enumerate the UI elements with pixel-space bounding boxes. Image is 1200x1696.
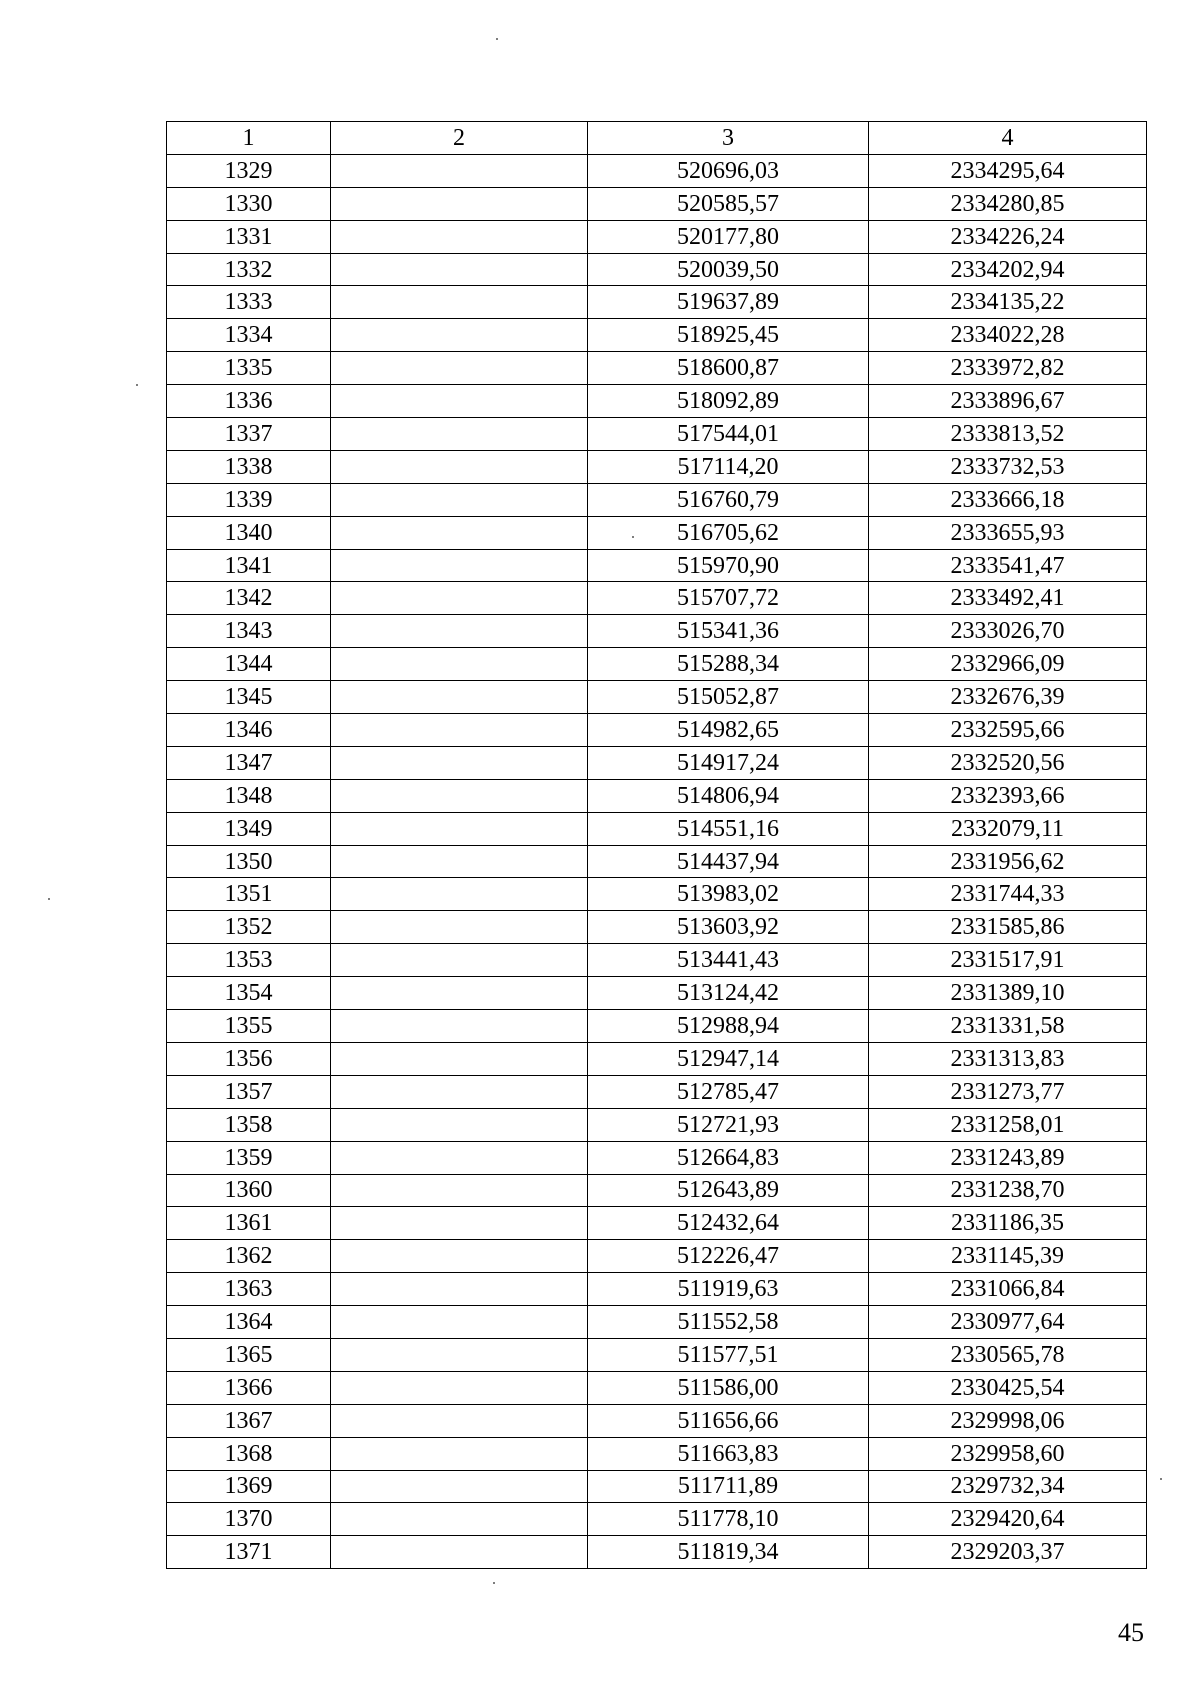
- x-coordinate-cell: 513983,02: [588, 878, 869, 911]
- point-number-cell: 1347: [167, 746, 331, 779]
- y-coordinate-cell: 2331066,84: [869, 1273, 1147, 1306]
- point-number-cell: 1341: [167, 549, 331, 582]
- table-row: [167, 220, 1147, 253]
- empty-cell: [331, 1141, 588, 1174]
- x-coordinate-cell: 511819,34: [588, 1536, 869, 1569]
- y-coordinate-cell: 2331258,01: [869, 1108, 1147, 1141]
- empty-cell: [331, 187, 588, 220]
- y-coordinate-cell: 2331585,86: [869, 911, 1147, 944]
- point-number-cell: 1337: [167, 418, 331, 451]
- x-coordinate-cell: 515707,72: [588, 582, 869, 615]
- y-coordinate-cell: 2333813,52: [869, 418, 1147, 451]
- y-coordinate-cell: 2334135,22: [869, 286, 1147, 319]
- empty-cell: [331, 1437, 588, 1470]
- point-number-cell: 1361: [167, 1207, 331, 1240]
- x-coordinate-cell: 511711,89: [588, 1470, 869, 1503]
- x-coordinate-cell: 520696,03: [588, 154, 869, 187]
- y-coordinate-cell: 2331517,91: [869, 944, 1147, 977]
- scan-speck: [493, 1582, 495, 1584]
- y-coordinate-cell: 2334280,85: [869, 187, 1147, 220]
- table-row: [167, 1042, 1147, 1075]
- scan-speck: [136, 384, 138, 386]
- x-coordinate-cell: 515341,36: [588, 615, 869, 648]
- table-row: [167, 878, 1147, 911]
- page-number: 45: [1118, 1618, 1144, 1647]
- x-coordinate-cell: 517544,01: [588, 418, 869, 451]
- x-coordinate-cell: 512988,94: [588, 1010, 869, 1043]
- point-number-cell: 1332: [167, 253, 331, 286]
- y-coordinate-cell: 2334022,28: [869, 319, 1147, 352]
- table-row: [167, 319, 1147, 352]
- point-number-cell: 1338: [167, 450, 331, 483]
- point-number-cell: 1342: [167, 582, 331, 615]
- table-row: [167, 1108, 1147, 1141]
- point-number-cell: 1356: [167, 1042, 331, 1075]
- point-number-cell: 1363: [167, 1273, 331, 1306]
- empty-cell: [331, 1010, 588, 1043]
- y-coordinate-cell: 2329958,60: [869, 1437, 1147, 1470]
- x-coordinate-cell: 511586,00: [588, 1371, 869, 1404]
- point-number-cell: 1330: [167, 187, 331, 220]
- y-coordinate-cell: 2332676,39: [869, 681, 1147, 714]
- table-row: [167, 516, 1147, 549]
- table-row: [167, 1437, 1147, 1470]
- column-header: 2: [331, 122, 588, 155]
- empty-cell: [331, 714, 588, 747]
- y-coordinate-cell: 2333896,67: [869, 385, 1147, 418]
- x-coordinate-cell: 514437,94: [588, 845, 869, 878]
- y-coordinate-cell: 2333026,70: [869, 615, 1147, 648]
- empty-cell: [331, 1536, 588, 1569]
- y-coordinate-cell: 2329998,06: [869, 1404, 1147, 1437]
- point-number-cell: 1352: [167, 911, 331, 944]
- table-row: [167, 1010, 1147, 1043]
- empty-cell: [331, 1273, 588, 1306]
- y-coordinate-cell: 2331273,77: [869, 1075, 1147, 1108]
- y-coordinate-cell: 2334295,64: [869, 154, 1147, 187]
- y-coordinate-cell: 2333732,53: [869, 450, 1147, 483]
- y-coordinate-cell: 2331145,39: [869, 1240, 1147, 1273]
- point-number-cell: 1331: [167, 220, 331, 253]
- point-number-cell: 1360: [167, 1174, 331, 1207]
- y-coordinate-cell: 2331744,33: [869, 878, 1147, 911]
- point-number-cell: 1343: [167, 615, 331, 648]
- table-row: [167, 450, 1147, 483]
- point-number-cell: 1349: [167, 812, 331, 845]
- table-row: [167, 1503, 1147, 1536]
- empty-cell: [331, 648, 588, 681]
- point-number-cell: 1340: [167, 516, 331, 549]
- x-coordinate-cell: 515970,90: [588, 549, 869, 582]
- x-coordinate-cell: 512432,64: [588, 1207, 869, 1240]
- empty-cell: [331, 944, 588, 977]
- y-coordinate-cell: 2331243,89: [869, 1141, 1147, 1174]
- empty-cell: [331, 549, 588, 582]
- point-number-cell: 1339: [167, 483, 331, 516]
- x-coordinate-cell: 511663,83: [588, 1437, 869, 1470]
- y-coordinate-cell: 2332393,66: [869, 779, 1147, 812]
- x-coordinate-cell: 512226,47: [588, 1240, 869, 1273]
- table-row: [167, 418, 1147, 451]
- point-number-cell: 1359: [167, 1141, 331, 1174]
- x-coordinate-cell: 514551,16: [588, 812, 869, 845]
- x-coordinate-cell: 513441,43: [588, 944, 869, 977]
- point-number-cell: 1344: [167, 648, 331, 681]
- y-coordinate-cell: 2332520,56: [869, 746, 1147, 779]
- empty-cell: [331, 385, 588, 418]
- empty-cell: [331, 1042, 588, 1075]
- table-row: [167, 549, 1147, 582]
- empty-cell: [331, 878, 588, 911]
- empty-cell: [331, 911, 588, 944]
- x-coordinate-cell: 512721,93: [588, 1108, 869, 1141]
- y-coordinate-cell: 2333666,18: [869, 483, 1147, 516]
- empty-cell: [331, 253, 588, 286]
- x-coordinate-cell: 519637,89: [588, 286, 869, 319]
- point-number-cell: 1329: [167, 154, 331, 187]
- empty-cell: [331, 516, 588, 549]
- x-coordinate-cell: 516760,79: [588, 483, 869, 516]
- empty-cell: [331, 582, 588, 615]
- empty-cell: [331, 1503, 588, 1536]
- point-number-cell: 1358: [167, 1108, 331, 1141]
- x-coordinate-cell: 517114,20: [588, 450, 869, 483]
- point-number-cell: 1333: [167, 286, 331, 319]
- point-number-cell: 1348: [167, 779, 331, 812]
- table-row: [167, 483, 1147, 516]
- y-coordinate-cell: 2332966,09: [869, 648, 1147, 681]
- y-coordinate-cell: 2329203,37: [869, 1536, 1147, 1569]
- table-row: [167, 1371, 1147, 1404]
- x-coordinate-cell: 511919,63: [588, 1273, 869, 1306]
- y-coordinate-cell: 2330565,78: [869, 1338, 1147, 1371]
- column-header: 1: [167, 122, 331, 155]
- empty-cell: [331, 352, 588, 385]
- point-number-cell: 1336: [167, 385, 331, 418]
- y-coordinate-cell: 2331186,35: [869, 1207, 1147, 1240]
- table-row: [167, 845, 1147, 878]
- table-row: [167, 779, 1147, 812]
- y-coordinate-cell: 2334226,24: [869, 220, 1147, 253]
- table-row: [167, 615, 1147, 648]
- scan-speck: [496, 38, 498, 40]
- y-coordinate-cell: 2331956,62: [869, 845, 1147, 878]
- coordinates-table: [166, 121, 1147, 1569]
- x-coordinate-cell: 518600,87: [588, 352, 869, 385]
- empty-cell: [331, 977, 588, 1010]
- x-coordinate-cell: 511552,58: [588, 1306, 869, 1339]
- y-coordinate-cell: 2329732,34: [869, 1470, 1147, 1503]
- empty-cell: [331, 1207, 588, 1240]
- empty-cell: [331, 615, 588, 648]
- point-number-cell: 1366: [167, 1371, 331, 1404]
- table-row: [167, 681, 1147, 714]
- empty-cell: [331, 220, 588, 253]
- empty-cell: [331, 319, 588, 352]
- point-number-cell: 1369: [167, 1470, 331, 1503]
- table-row: [167, 1536, 1147, 1569]
- x-coordinate-cell: 512664,83: [588, 1141, 869, 1174]
- table-row: [167, 944, 1147, 977]
- empty-cell: [331, 1306, 588, 1339]
- point-number-cell: 1350: [167, 845, 331, 878]
- empty-cell: [331, 450, 588, 483]
- table-row: [167, 1306, 1147, 1339]
- empty-cell: [331, 1338, 588, 1371]
- y-coordinate-cell: 2330977,64: [869, 1306, 1147, 1339]
- table-row: [167, 385, 1147, 418]
- point-number-cell: 1367: [167, 1404, 331, 1437]
- table-row: [167, 1240, 1147, 1273]
- empty-cell: [331, 418, 588, 451]
- x-coordinate-cell: 512643,89: [588, 1174, 869, 1207]
- table-row: [167, 1207, 1147, 1240]
- empty-cell: [331, 1174, 588, 1207]
- table-row: [167, 582, 1147, 615]
- empty-cell: [331, 483, 588, 516]
- y-coordinate-cell: 2332595,66: [869, 714, 1147, 747]
- y-coordinate-cell: 2333492,41: [869, 582, 1147, 615]
- point-number-cell: 1346: [167, 714, 331, 747]
- x-coordinate-cell: 515052,87: [588, 681, 869, 714]
- table-body: [167, 154, 1147, 1568]
- y-coordinate-cell: 2331238,70: [869, 1174, 1147, 1207]
- table-row: [167, 714, 1147, 747]
- y-coordinate-cell: 2331389,10: [869, 977, 1147, 1010]
- x-coordinate-cell: 512947,14: [588, 1042, 869, 1075]
- table-row: [167, 1470, 1147, 1503]
- empty-cell: [331, 812, 588, 845]
- point-number-cell: 1357: [167, 1075, 331, 1108]
- x-coordinate-cell: 511656,66: [588, 1404, 869, 1437]
- column-header: 3: [588, 122, 869, 155]
- y-coordinate-cell: 2333972,82: [869, 352, 1147, 385]
- table-row: [167, 1075, 1147, 1108]
- table-row: [167, 352, 1147, 385]
- empty-cell: [331, 1404, 588, 1437]
- y-coordinate-cell: 2331331,58: [869, 1010, 1147, 1043]
- point-number-cell: 1345: [167, 681, 331, 714]
- empty-cell: [331, 779, 588, 812]
- table-row: [167, 253, 1147, 286]
- x-coordinate-cell: 511577,51: [588, 1338, 869, 1371]
- table-row: [167, 812, 1147, 845]
- y-coordinate-cell: 2332079,11: [869, 812, 1147, 845]
- table-header-row: [167, 122, 1147, 155]
- table-row: [167, 286, 1147, 319]
- x-coordinate-cell: 520039,50: [588, 253, 869, 286]
- x-coordinate-cell: 513603,92: [588, 911, 869, 944]
- x-coordinate-cell: 513124,42: [588, 977, 869, 1010]
- empty-cell: [331, 1240, 588, 1273]
- x-coordinate-cell: 516705,62: [588, 516, 869, 549]
- empty-cell: [331, 286, 588, 319]
- table-row: [167, 911, 1147, 944]
- y-coordinate-cell: 2333655,93: [869, 516, 1147, 549]
- y-coordinate-cell: 2333541,47: [869, 549, 1147, 582]
- point-number-cell: 1370: [167, 1503, 331, 1536]
- table-row: [167, 977, 1147, 1010]
- point-number-cell: 1355: [167, 1010, 331, 1043]
- x-coordinate-cell: 514982,65: [588, 714, 869, 747]
- x-coordinate-cell: 515288,34: [588, 648, 869, 681]
- point-number-cell: 1335: [167, 352, 331, 385]
- x-coordinate-cell: 514806,94: [588, 779, 869, 812]
- empty-cell: [331, 1371, 588, 1404]
- table-row: [167, 1273, 1147, 1306]
- table-row: [167, 154, 1147, 187]
- y-coordinate-cell: 2329420,64: [869, 1503, 1147, 1536]
- x-coordinate-cell: 512785,47: [588, 1075, 869, 1108]
- empty-cell: [331, 845, 588, 878]
- empty-cell: [331, 1470, 588, 1503]
- point-number-cell: 1371: [167, 1536, 331, 1569]
- point-number-cell: 1365: [167, 1338, 331, 1371]
- empty-cell: [331, 1075, 588, 1108]
- empty-cell: [331, 1108, 588, 1141]
- point-number-cell: 1362: [167, 1240, 331, 1273]
- point-number-cell: 1354: [167, 977, 331, 1010]
- empty-cell: [331, 746, 588, 779]
- table-row: [167, 1141, 1147, 1174]
- x-coordinate-cell: 520585,57: [588, 187, 869, 220]
- table-row: [167, 1338, 1147, 1371]
- scan-speck: [1160, 1478, 1162, 1480]
- table-row: [167, 1404, 1147, 1437]
- y-coordinate-cell: 2334202,94: [869, 253, 1147, 286]
- column-header: 4: [869, 122, 1147, 155]
- x-coordinate-cell: 520177,80: [588, 220, 869, 253]
- x-coordinate-cell: 514917,24: [588, 746, 869, 779]
- table-row: [167, 187, 1147, 220]
- table-row: [167, 1174, 1147, 1207]
- y-coordinate-cell: 2331313,83: [869, 1042, 1147, 1075]
- x-coordinate-cell: 518092,89: [588, 385, 869, 418]
- empty-cell: [331, 681, 588, 714]
- empty-cell: [331, 154, 588, 187]
- x-coordinate-cell: 511778,10: [588, 1503, 869, 1536]
- scan-speck: [48, 898, 50, 900]
- point-number-cell: 1368: [167, 1437, 331, 1470]
- table-row: [167, 746, 1147, 779]
- point-number-cell: 1364: [167, 1306, 331, 1339]
- x-coordinate-cell: 518925,45: [588, 319, 869, 352]
- point-number-cell: 1334: [167, 319, 331, 352]
- point-number-cell: 1353: [167, 944, 331, 977]
- table-row: [167, 648, 1147, 681]
- point-number-cell: 1351: [167, 878, 331, 911]
- y-coordinate-cell: 2330425,54: [869, 1371, 1147, 1404]
